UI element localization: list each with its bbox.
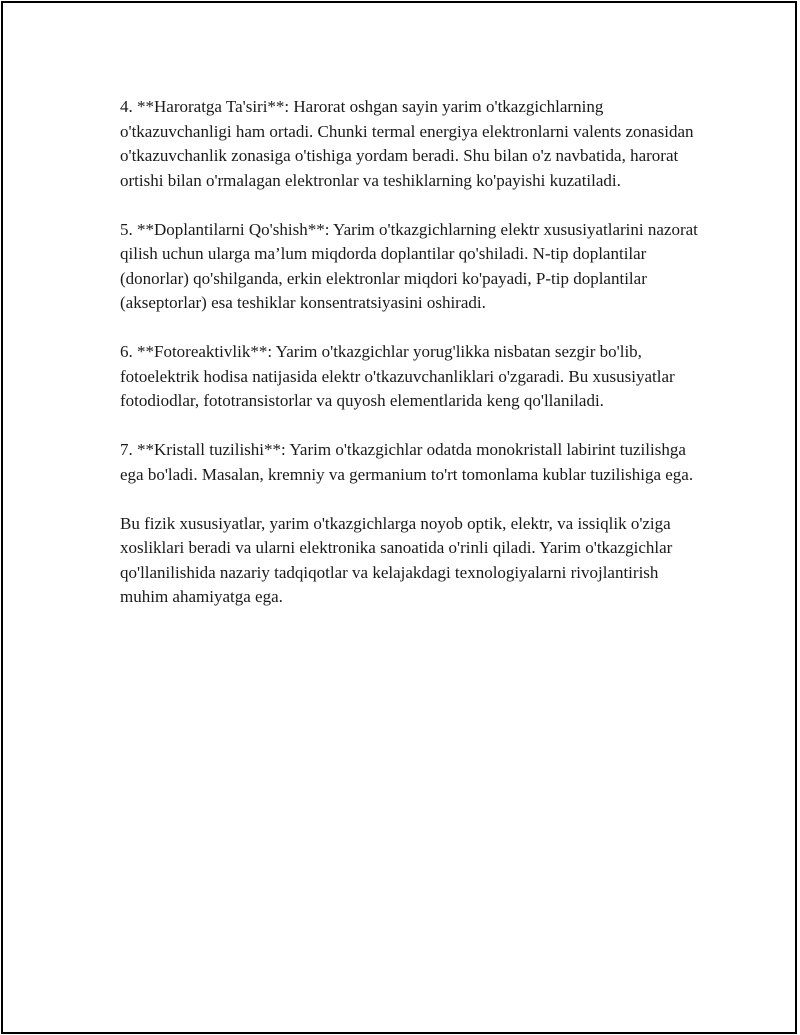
paragraph-temperature-effect: 4. **Haroratga Ta'siri**: Harorat oshgan sayin yarim o'tkazgichlarning o'tkazuvchanligi ham ortadi. Chunki termal energiya elektronlarni valents zonasidan o'tkazuvchanlik zonasiga o'tishiga yordam beradi. Shu bilan o'z navbatida, harorat ortishi bilan o'rmalagan elektronlar va teshiklarning ko'payishi kuzatiladi. bbox=[120, 97, 694, 190]
paragraph-conclusion: Bu fizik xususiyatlar, yarim o'tkazgichlarga noyob optik, elektr, va issiqlik o'ziga xosliklari beradi va ularni elektronika sanoatida o'rinli qiladi. Yarim o'tkazgichlar qo'llanilishida nazariy tadqiqotlar va kelajakdagi texnologiyalarni rivojlantirish muhim ahamiyatga ega. bbox=[120, 513, 673, 606]
paragraph-crystal-structure: 7. **Kristall tuzilishi**: Yarim o'tkazgichlar odatda monokristall labirint tuzilishga ega bo'ladi. Masalan, kremniy va germanium to'rt tomonlama kublar tuzilishiga ega. bbox=[120, 440, 694, 484]
document-page bbox=[1, 1, 797, 1034]
paragraph-photoreactivity: 6. **Fotoreaktivlik**: Yarim o'tkazgichlar yorug'likka nisbatan sezgir bo'lib, fotoelektrik hodisa natijasida elektr o'tkazuvchanliklari o'zgaradi. Bu xususiyatlar fotodiodlar, fototransistorlar va quyosh elementlarida keng qo'llaniladi. bbox=[120, 342, 675, 410]
paragraph-doping: 5. **Doplantilarni Qo'shish**: Yarim o'tkazgichlarning elektr xususiyatlarini nazorat qilish uchun ularga ma’lum miqdorda doplantilar qo'shiladi. N-tip doplantilar (donorlar) qo'shilganda, erkin elektronlar miqdori ko'payadi, P-tip doplantilar (akseptorlar) esa teshiklar konsentratsiyasini oshiradi. bbox=[120, 219, 698, 312]
document-body bbox=[120, 95, 710, 634]
